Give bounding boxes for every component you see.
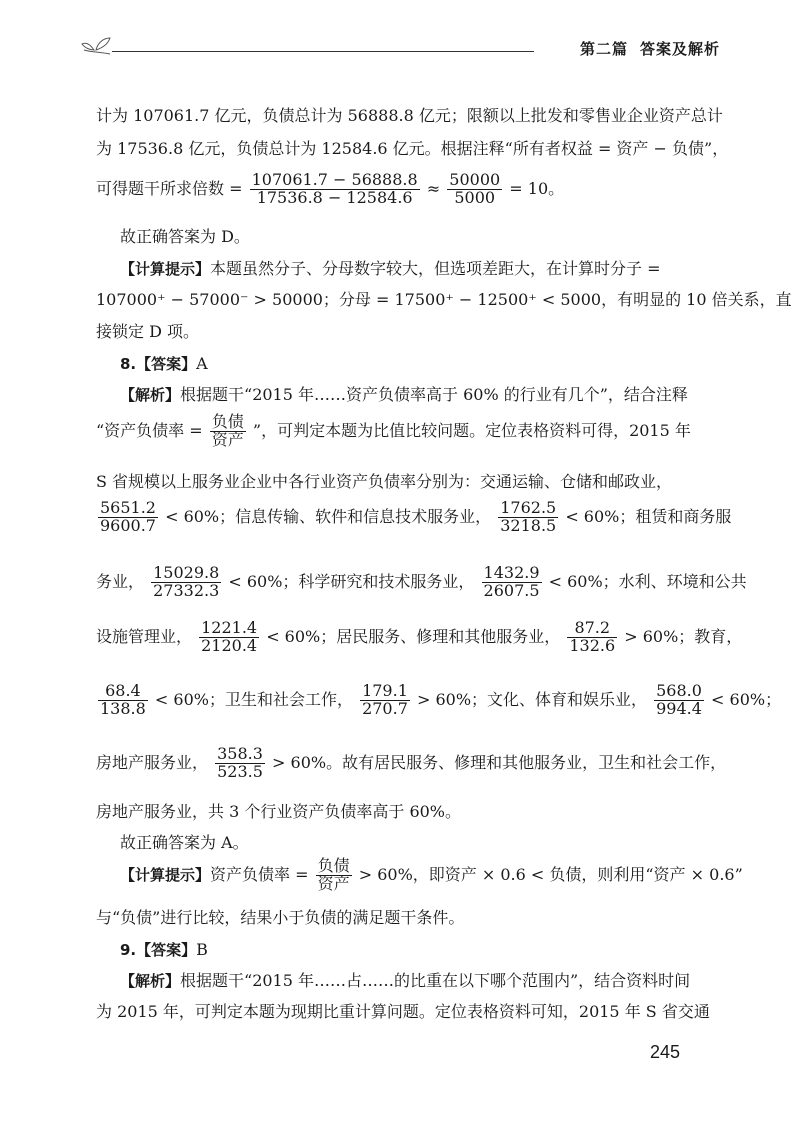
- fraction: $\frac{\text{负债}}{\text{资产}}$: [317, 856, 350, 893]
- analysis-label: 【解析】: [120, 972, 181, 990]
- fraction: $\frac{87.2}{132.6}$: [569, 618, 616, 655]
- fraction: $\frac{1221.4}{2120.4}$: [201, 618, 258, 655]
- fraction: $\frac{179.1}{270.7}$: [362, 681, 408, 718]
- text-line: 故正确答案为 D。: [120, 227, 250, 246]
- text-line: 故正确答案为 A。: [120, 833, 249, 852]
- header-rule: [112, 51, 534, 52]
- fraction: $\frac{1762.5}{3218.5}$: [500, 498, 557, 535]
- text-line: 107000⁺ − 57000⁻ > 50000；分母 = 17500⁺ − 12500⁺ < 5000，有明显的 10 倍关系，直: [96, 290, 792, 309]
- text-line: 接锁定 D 项。: [96, 322, 200, 341]
- header-section: 答案及解析: [639, 40, 720, 58]
- calc-tip-label: 【计算提示】: [120, 865, 211, 884]
- text-line: 为 17536.8 亿元，负债总计为 12584.6 亿元。根据注释“所有者权益 = 资产 − 负债”，: [96, 139, 729, 158]
- fraction: $\frac{68.4}{138.8}$: [100, 681, 146, 718]
- formula-line: 可得题干所求倍数 = $\frac{107061.7 - 56888.8}{17536.8 - 12584.6}$ ≈ $\frac{50000}{5000}$ = 10。: [96, 170, 565, 207]
- sprout-icon: [80, 30, 114, 56]
- fraction: $\frac{358.3}{523.5}$: [217, 744, 263, 781]
- answer-q9: [120, 938, 208, 962]
- formula-line: “资产负债率 = $\frac{\text{负债}}{\text{资产}}$ ”，可判定本题为比值比较问题。定位表格资料可得，2015 年: [96, 412, 691, 449]
- answer-q8: [120, 352, 208, 376]
- header-part: 第二篇: [579, 40, 628, 58]
- answer-value: A: [196, 354, 208, 373]
- analysis-label: 【解析】: [120, 386, 181, 404]
- fraction: $\frac{50000}{5000}$: [449, 170, 501, 207]
- answer-value: B: [196, 940, 208, 959]
- formula-line: $\frac{68.4}{138.8}$ < 60%；卫生和社会工作， $\frac{179.1}{270.7}$ > 60%；文化、体育和娱乐业， $\frac{568.0}{994.4}$ < 60%；: [100, 681, 782, 718]
- calc-tip: 【计算提示】资产负债率 = $\frac{\text{负债}}{\text{资产}}$ > 60%，即资产 × 0.6 < 负债，则利用“资产 × 0.6”: [120, 856, 743, 893]
- formula-line: 设施管理业， $\frac{1221.4}{2120.4}$ < 60%；居民服务、修理和其他服务业， $\frac{87.2}{132.6}$ > 60%；教育，: [96, 618, 743, 655]
- fraction: $\frac{1432.9}{2607.5}$: [483, 563, 540, 600]
- formula-line: 房地产服务业， $\frac{358.3}{523.5}$ > 60%。故有居民服务、修理和其他服务业，卫生和社会工作，: [96, 744, 727, 781]
- formula-line: $\frac{5651.2}{9600.7}$ < 60%；信息传输、软件和信息技术服务业， $\frac{1762.5}{3218.5}$ < 60%；租赁和商务服: [100, 498, 732, 535]
- running-header: [80, 28, 720, 68]
- fraction: $\frac{15029.8}{27332.3}$: [153, 563, 220, 600]
- text-line: 与“负债”进行比较，结果小于负债的满足题干条件。: [96, 908, 465, 927]
- fraction: $\frac{\text{负债}}{\text{资产}}$: [211, 412, 244, 449]
- header-title: [580, 38, 720, 59]
- fraction: $\frac{107061.7 - 56888.8}{17536.8 - 12584.6}$: [251, 170, 418, 207]
- text-line: S 省规模以上服务业企业中各行业资产负债率分别为：交通运输、仓储和邮政业，: [96, 472, 673, 491]
- page-number: 245: [649, 1042, 680, 1062]
- analysis: 【解析】根据题干“2015 年……占……的比重在以下哪个范围内”，结合资料时间: [120, 971, 691, 990]
- calc-tip: 【计算提示】本题虽然分子、分母数字较大，但选项差距大，在计算时分子 =: [120, 259, 661, 278]
- calc-tip-label: 【计算提示】: [120, 260, 211, 278]
- text-line: 房地产服务业，共 3 个行业资产负债率高于 60%。: [96, 802, 462, 821]
- answer-label: 8.【答案】: [120, 355, 197, 373]
- fraction: $\frac{5651.2}{9600.7}$: [100, 498, 156, 535]
- fraction: $\frac{568.0}{994.4}$: [656, 681, 702, 718]
- analysis: 【解析】根据题干“2015 年……资产负债率高于 60% 的行业有几个”，结合注释: [120, 385, 688, 404]
- formula-line: 务业， $\frac{15029.8}{27332.3}$ < 60%；科学研究和技术服务业， $\frac{1432.9}{2607.5}$ < 60%；水利、环境和公共: [96, 563, 747, 600]
- answer-label: 9.【答案】: [120, 941, 197, 959]
- text-line: 计为 107061.7 亿元，负债总计为 56888.8 亿元；限额以上批发和零售业企业资产总计: [96, 106, 723, 125]
- text-line: 为 2015 年，可判定本题为现期比重计算问题。定位表格资料可知，2015 年 S 省交通: [96, 1002, 710, 1021]
